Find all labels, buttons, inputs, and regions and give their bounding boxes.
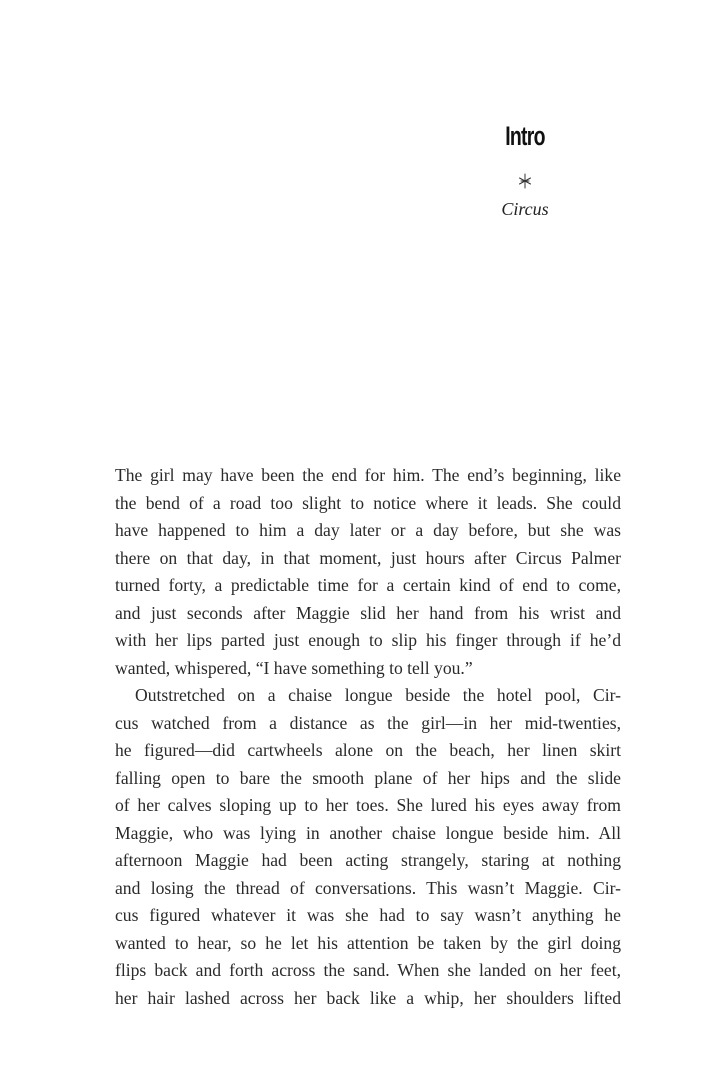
- text-line: with her lips parted just enough to slip his finger through if he’d: [115, 630, 621, 650]
- chapter-heading: [420, 120, 630, 222]
- text-line: afternoon Maggie had been acting strangely, staring at nothing: [115, 850, 621, 870]
- text-line: he figured—did cartwheels alone on the beach, her linen skirt: [115, 740, 621, 760]
- text-line: the bend of a road too slight to notice where it leads. She could: [115, 492, 621, 513]
- text-line: The girl may have been the end for him. The end’s beginning, like: [115, 465, 621, 485]
- paragraph: [115, 682, 621, 1012]
- body-text: [115, 462, 621, 1012]
- paragraph: [115, 462, 621, 682]
- text-line: wanted to hear, so he let his attention be taken by the girl doing: [115, 932, 621, 953]
- asterisk-flourish-icon: [420, 172, 630, 190]
- text-line: falling open to bare the smooth plane of her hips and the slide: [115, 767, 621, 788]
- text-line: of her calves sloping up to her toes. She lured his eyes away from: [115, 795, 621, 815]
- text-line: cus watched from a distance as the girl—in her mid-twenties,: [115, 712, 621, 733]
- text-line: Maggie, who was lying in another chaise longue beside him. All: [115, 822, 621, 843]
- text-line: and just seconds after Maggie slid her hand from his wrist and: [115, 602, 621, 623]
- text-line: flips back and forth across the sand. When she landed on her feet,: [115, 960, 621, 980]
- text-line: wanted, whispered, “I have something to tell you.”: [115, 657, 473, 678]
- text-line: and losing the thread of conversations. This wasn’t Maggie. Cir-: [115, 877, 621, 898]
- text-line: cus figured whatever it was she had to say wasn’t anything he: [115, 905, 621, 925]
- text-line: have happened to him a day later or a day before, but she was: [115, 520, 621, 540]
- text-line: her hair lashed across her back like a whip, her shoulders lifted: [115, 987, 621, 1008]
- text-line: turned forty, a predictable time for a certain kind of end to come,: [115, 575, 621, 595]
- text-line: there on that day, in that moment, just hours after Circus Palmer: [115, 547, 621, 568]
- chapter-subtitle: Circus: [501, 199, 549, 219]
- chapter-title: Intro: [505, 121, 545, 151]
- text-line: Outstretched on a chaise longue beside the hotel pool, Cir-: [135, 685, 621, 705]
